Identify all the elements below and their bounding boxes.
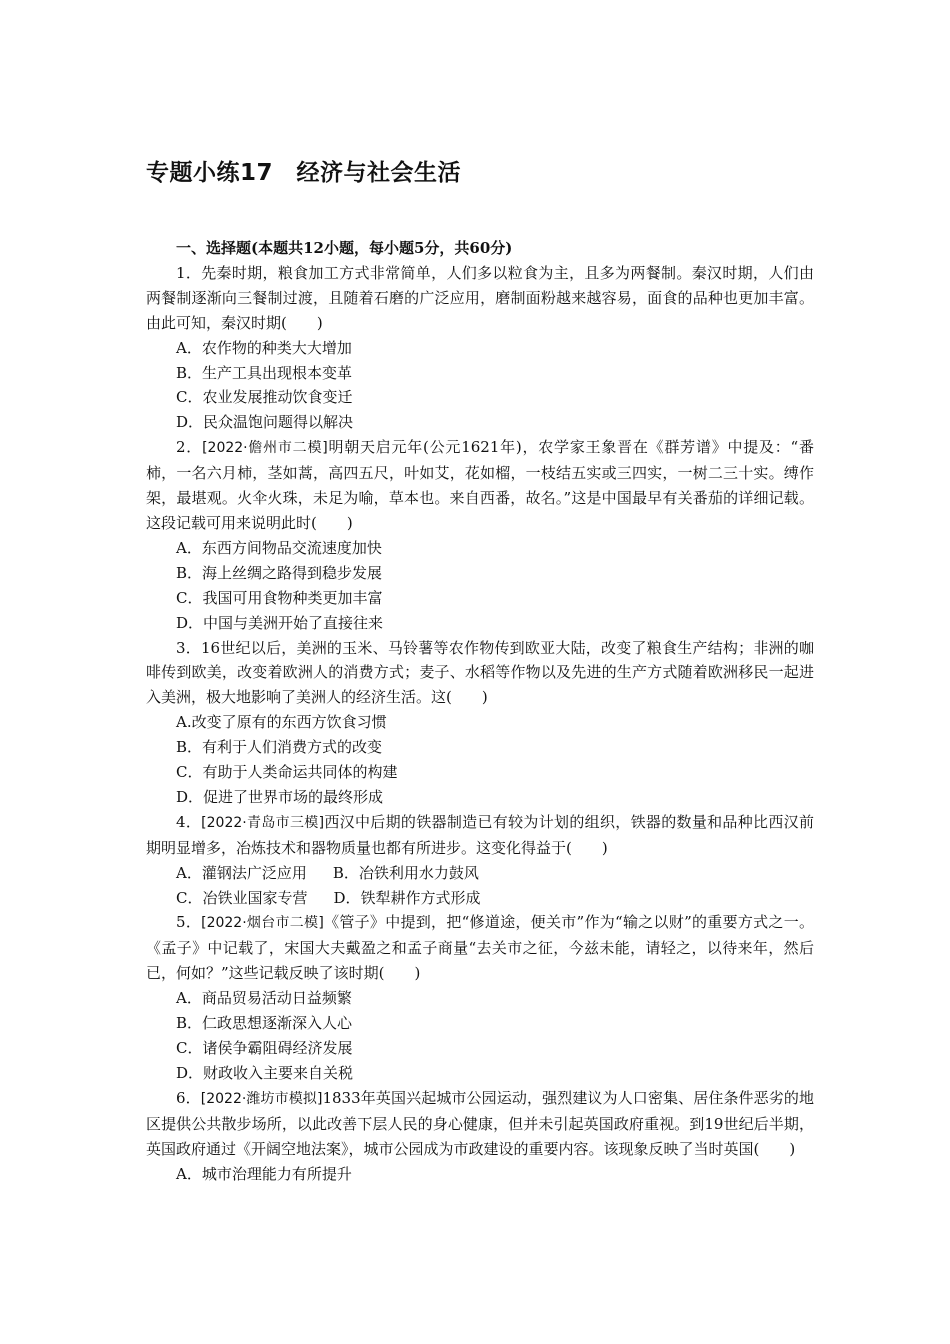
question-5-option-c[interactable]: C．诸侯争霸阻碍经济发展 bbox=[176, 1039, 353, 1057]
question-2-option-a[interactable]: A．东西方间物品交流速度加快 bbox=[176, 538, 382, 557]
question-1-option-a[interactable]: A．农作物的种类大大增加 bbox=[176, 338, 352, 357]
question-2-option-d[interactable]: D．中国与美洲开始了直接往来 bbox=[176, 613, 384, 632]
question-2-option-c[interactable]: C．我国可用食物种类更加丰富 bbox=[176, 588, 383, 607]
question-source: [2022·儋州市二模] bbox=[202, 440, 328, 457]
question-4-option-a[interactable]: A．灌钢法广泛应用 bbox=[176, 863, 307, 882]
question-6-stem: 6．[2022·潍坊市模拟]1833年英国兴起城市公园运动，强烈建议为人口密集、居住条件恶劣的地区提供公共散步场所，以此改善下层人民的身心健康，但并未引起英国政府重视。到19世纪后半期，英国政府通过《开阔空地法案》，城市公园成为市政建设的重要内容。该现象反映了当时英国( ) bbox=[146, 1088, 815, 1158]
page-title: 专题小练17 经济与社会生活 bbox=[146, 160, 462, 186]
question-source: [2022·青岛市三模] bbox=[201, 814, 325, 831]
question-3-option-c[interactable]: C．有助于人类命运共同体的构建 bbox=[176, 763, 398, 782]
question-source: [2022·烟台市二模] bbox=[201, 915, 324, 932]
question-1-option-b[interactable]: B．生产工具出现根本变革 bbox=[176, 363, 353, 382]
question-1-option-d[interactable]: D．民众温饱问题得以解决 bbox=[176, 413, 354, 432]
question-4-option-d[interactable]: D．铁犁耕作方式形成 bbox=[333, 888, 481, 907]
question-5-option-a[interactable]: A．商品贸易活动日益频繁 bbox=[176, 989, 352, 1008]
question-2-option-b[interactable]: B．海上丝绸之路得到稳步发展 bbox=[176, 563, 383, 582]
question-3-option-a[interactable]: A.改变了原有的东西方饮食习惯 bbox=[176, 713, 387, 732]
question-3-option-d[interactable]: D．促进了世界市场的最终形成 bbox=[176, 787, 384, 806]
question-1-stem: 1．先秦时期，粮食加工方式非常简单，人们多以粒食为主，且多为两餐制。秦汉时期，人们由两餐制逐渐向三餐制过渡，且随着石磨的广泛应用，磨制面粉越来越容易，面食的品种也更加丰富。由此可知，秦汉时期( ) bbox=[146, 263, 814, 332]
question-4-options-row-1 bbox=[146, 861, 814, 886]
question-2-stem: 2．[2022·儋州市二模]明朝天启元年(公元1621年)，农学家王象晋在《群芳谱》中提及：“番柿，一名六月柿，茎如蒿，高四五尺，叶如艾，花如榴，一枝结五实或三四实，一树二三十实。缚作架，最堪观。火伞火珠，未足为喻，草本也。来自西番，故名。”这是中国最早有关番茄的详细记载。这段记载可用来说明此时( ) bbox=[146, 438, 814, 532]
question-list bbox=[146, 236, 814, 1186]
question-source: [2022·潍坊市模拟] bbox=[200, 1090, 323, 1107]
question-5-option-d[interactable]: D．财政收入主要来自关税 bbox=[176, 1063, 354, 1082]
question-5-stem: 5．[2022·烟台市二模]《管子》中提到，把“修道途，便关市”作为“输之以财”的重要方式之一。《孟子》中记载了，宋国大夫戴盈之和孟子商量“去关市之征，今兹未能，请轻之，以待来年，然后已，何如？”这些记载反映了该时期( ) bbox=[146, 913, 814, 983]
question-3-option-b[interactable]: B．有利于人们消费方式的改变 bbox=[176, 738, 383, 757]
question-4-options-row-2 bbox=[146, 886, 814, 911]
question-5-option-b[interactable]: B．仁政思想逐渐深入人心 bbox=[176, 1014, 353, 1033]
question-4-option-b[interactable]: B．冶铁利用水力鼓风 bbox=[332, 863, 479, 882]
section-heading: 一、选择题(本题共12小题，每小题5分，共60分) bbox=[176, 239, 513, 257]
question-1-option-c[interactable]: C．农业发展推动饮食变迁 bbox=[176, 388, 353, 407]
question-4-option-c[interactable]: C．冶铁业国家专营 bbox=[176, 888, 308, 907]
question-6-option-a[interactable]: A．城市治理能力有所提升 bbox=[176, 1164, 352, 1183]
question-4-stem: 4．[2022·青岛市三模]西汉中后期的铁器制造已有较为计划的组织，铁器的数量和品种比西汉前期明显增多，冶炼技术和器物质量也都有所进步。这变化得益于( ) bbox=[146, 812, 814, 857]
question-3-stem: 3．16世纪以后，美洲的玉米、马铃薯等农作物传到欧亚大陆，改变了粮食生产结构；非洲的咖啡传到欧美，改变着欧洲人的消费方式；麦子、水稻等作物以及先进的生产方式随着欧洲移民一起进入美洲，极大地影响了美洲人的经济生活。这( ) bbox=[146, 638, 815, 707]
